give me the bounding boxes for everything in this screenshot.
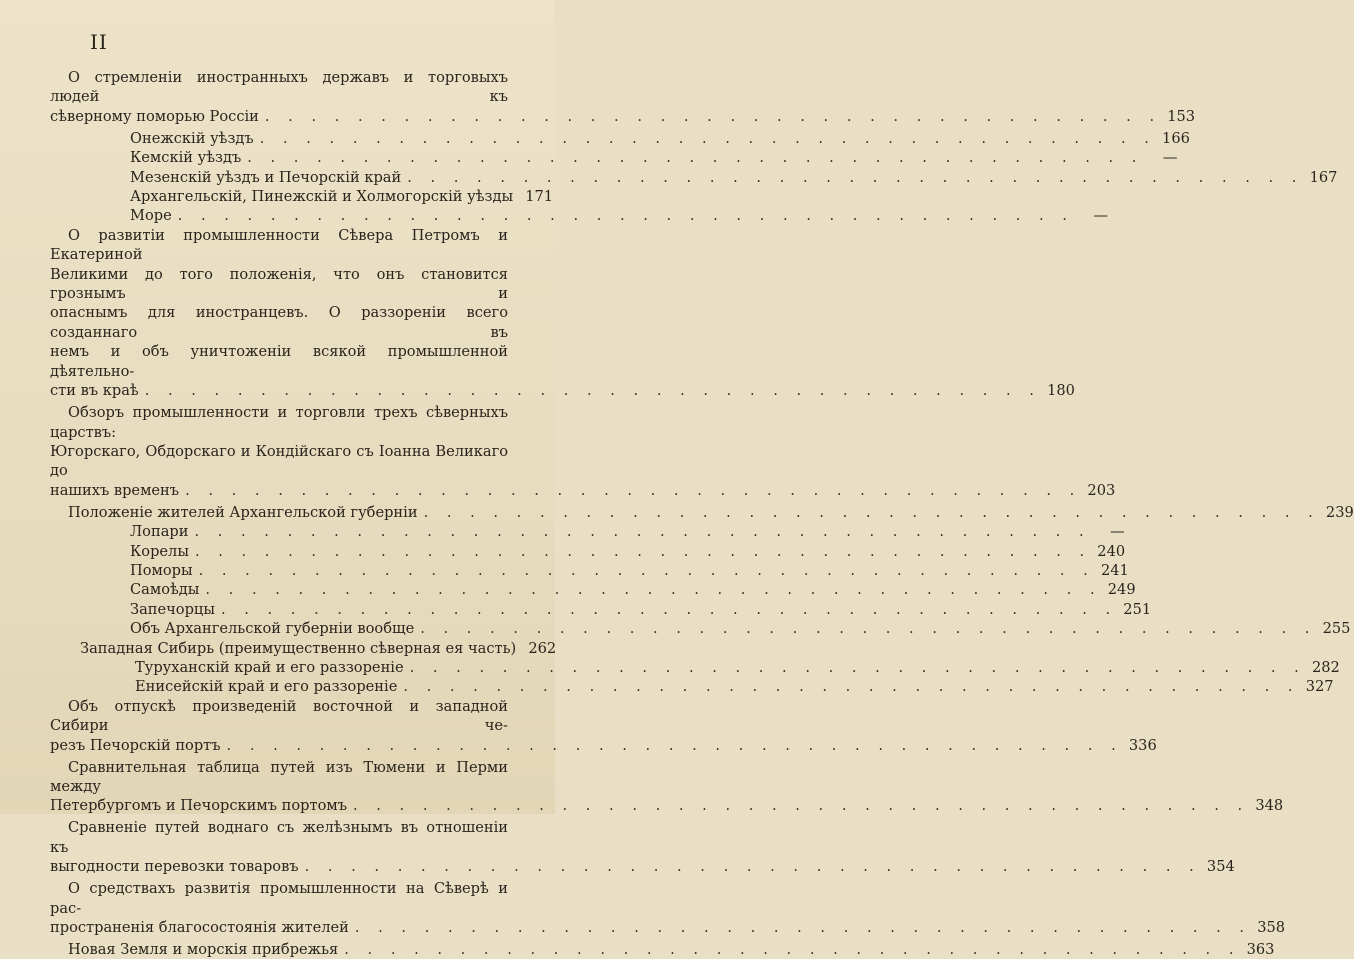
toc-entry-last-line: [50, 481, 1116, 500]
toc-entry-page: 336: [1128, 736, 1157, 754]
dot-leader: . . . . . . . . . . . . . . . . . . . . . . . . . . . . . . . . . . . . . . .: [220, 600, 1118, 618]
toc-entry: [50, 226, 1075, 401]
toc-entry-line: Обзоръ промышленности и торговли трехъ сѣверныхъ царствъ:: [50, 404, 508, 441]
toc-entry-title: Енисейскій край и его раззореніе: [135, 678, 398, 696]
toc-entry-page: 249: [1107, 581, 1136, 599]
toc-entry-line: Югорскаго, Обдорскаго и Кондійскаго съ Іоанна Великаго до: [50, 442, 508, 480]
dot-leader: . . . . . . . . . . . . . . . . . . . . . . . . . . . . . . . . . . . . . . .: [198, 561, 1095, 579]
toc-entry-title: Запечорцы: [130, 600, 215, 618]
toc-entry: [50, 561, 1129, 580]
toc-entry-title: сѣверному поморью Россіи: [50, 107, 259, 125]
toc-entry-title: Новая Земля и морскія прибрежья: [68, 941, 339, 959]
dot-leader: . . . . . . . . . . . . . . . . . . . . . . . . . . . . . . . . . . . . . . .: [264, 107, 1162, 125]
toc-entry: [50, 148, 1178, 167]
dot-leader: . . . . . . . . . . . . . . . . . . . . . . . . . . . . . . . . . . . . . . .: [194, 542, 1092, 560]
toc-entry-last-line: [50, 503, 1354, 522]
toc-entry-title: сти въ краѣ: [50, 382, 139, 400]
toc-entry-title: Море: [130, 207, 172, 225]
toc-entry: [50, 503, 1354, 522]
toc-entry: [50, 600, 1152, 619]
toc-entry-last-line: [50, 600, 1152, 619]
toc-entry-last-line: [50, 206, 1108, 225]
toc-entry-title: Западная Сибирь (преимущественно сѣверная ея часть): [80, 639, 517, 657]
toc-entry-line: О развитіи промышленности Сѣвера Петромъ и Екатериной: [50, 226, 508, 264]
toc-entry-last-line: [50, 580, 1136, 599]
toc-entry-title: выгодности перевозки товаровъ: [50, 858, 299, 876]
toc-entry-last-line: [50, 148, 1178, 167]
toc-entry-last-line: [50, 381, 1075, 400]
toc-entry-last-line: [50, 107, 1196, 126]
toc-entry-page: 327: [1305, 678, 1334, 696]
toc-entry-line: немъ и объ уничтоженіи всякой промышленной дѣятельно-: [50, 343, 508, 380]
dot-leader: . . . . . . . . . . . . . . . . . . . . . . . . . . . . . . . . . . . . . . .: [344, 941, 1241, 959]
dot-leader: . . . . . . . . . . . . . . . . . . . . . . . . . . . . . . . . . . . . . . .: [185, 481, 1082, 499]
toc-entry: [50, 403, 1116, 500]
toc-entry-page: —: [1093, 207, 1108, 225]
toc-entry-title: Поморы: [130, 561, 193, 579]
dot-leader: . . . . . . . . . . . . . . . . . . . . . . . . . . . . . . . . . . . . . . .: [354, 919, 1252, 937]
toc-entry-page: 282: [1311, 658, 1340, 676]
toc-entry-last-line: [50, 542, 1126, 561]
toc-entry-page: 354: [1206, 858, 1235, 876]
toc-entry-page: 239: [1325, 503, 1354, 521]
toc-entry-page: 358: [1257, 919, 1286, 937]
toc-entry: [50, 542, 1126, 561]
toc-entry-last-line: [50, 129, 1190, 148]
toc-entry-line: Великими до того положенія, что онъ становится грознымъ и: [50, 265, 508, 303]
toc-entry-title: Лопари: [130, 523, 189, 541]
toc-entry-last-line: [50, 168, 1338, 187]
toc-entry-line: опаснымъ для иностранцевъ. О раззореніи всего созданнаго въ: [50, 304, 508, 341]
toc-entry-line: О средствахъ развитія промышленности на Сѣверѣ и рас-: [50, 880, 508, 917]
toc-entry: [50, 129, 1190, 148]
toc-entry: [50, 522, 1125, 541]
toc-entry: [50, 639, 557, 658]
toc-entry-title: Кемскій уѣздъ: [130, 149, 242, 167]
toc-entry: [50, 879, 1286, 937]
toc-entry-title: Объ Архангельской губерніи вообще: [130, 620, 415, 638]
dot-leader: . . . . . . . . . . . . . . . . . . . . . . . . . . . . . . . . . . . . . . .: [194, 523, 1091, 541]
toc-entry-line: Сравненіе путей воднаго съ желѣзнымъ въ отношеніи къ: [50, 819, 508, 856]
toc-entry-last-line: [50, 619, 1351, 638]
toc-entry: [50, 818, 1235, 876]
toc-entry: [50, 168, 1338, 187]
table-of-contents: [50, 68, 1354, 959]
toc-entry-page: 153: [1167, 107, 1196, 125]
toc-entry-last-line: [50, 736, 1157, 755]
toc-entry-page: —: [1162, 149, 1178, 167]
dot-leader: . . . . . . . . . . . . . . . . . . . . . . . . . . . . . . . . . . . . . . .: [409, 658, 1306, 676]
dot-leader: . . . . . . . . . . . . . . . . . . . . . . . . . . . . . . . . . . . . . . .: [226, 736, 1123, 754]
toc-entry-page: 348: [1255, 797, 1284, 815]
toc-entry-title: пространенія благосостоянія жителей: [50, 919, 349, 937]
toc-entry-title: Туруханскій край и его раззореніе: [135, 658, 404, 676]
toc-entry-page: 363: [1246, 941, 1275, 959]
toc-entry-page: 240: [1097, 542, 1126, 560]
toc-entry-page: 241: [1100, 561, 1129, 579]
toc-entry: [50, 68, 1196, 126]
toc-entry-last-line: [50, 561, 1129, 580]
toc-entry-title: нашихъ временъ: [50, 481, 180, 499]
toc-entry: [50, 658, 1340, 677]
toc-entry: [50, 580, 1136, 599]
dot-leader: . . . . . . . . . . . . . . . . . . . . . . . . . . . . . . . . . . . . . . .: [177, 207, 1074, 225]
toc-entry-last-line: [50, 677, 1334, 696]
page-number: II: [90, 30, 108, 54]
dot-leader: . . . . . . . . . . . . . . . . . . . . . . . . . . . . . . . . . . . . . . .: [353, 797, 1250, 815]
toc-entry-page: 171: [525, 188, 554, 206]
toc-entry-title: Мезенскій уѣздъ и Печорскій край: [130, 168, 402, 186]
toc-entry-line: Объ отпускѣ произведеній восточной и западной Сибири че-: [50, 697, 508, 735]
toc-entry-title: резъ Печорскій портъ: [50, 736, 221, 754]
toc-entry-last-line: [50, 918, 1286, 937]
dot-leader: . . . . . . . . . . . . . . . . . . . . . . . . . . . . . . . . . . . . . . .: [423, 503, 1320, 521]
toc-entry-last-line: [50, 658, 1340, 677]
toc-entry: [50, 677, 1334, 696]
toc-entry-page: 167: [1309, 168, 1338, 186]
dot-leader: . . . . . . . . . . . . . . . . . . . . . . . . . . . . . . . . . . . . . . .: [403, 678, 1300, 696]
toc-entry-title: Самоѣды: [130, 581, 200, 599]
toc-entry-page: 166: [1162, 129, 1190, 147]
toc-entry-page: 180: [1047, 382, 1075, 400]
toc-entry-page: 203: [1087, 481, 1116, 499]
toc-entry-last-line: [50, 796, 1284, 815]
dot-leader: . . . . . . . . . . . . . . . . . . . . . . . . . . . . . . . . . . . . . . .: [144, 382, 1041, 400]
dot-leader: . . . . . . . . . . . . . . . . . . . . . . . . . . . . . . . . . . . . . . .: [205, 581, 1102, 599]
toc-entry-line: О стремленіи иностранныхъ державъ и торговыхъ людей къ: [50, 69, 508, 106]
toc-entry-title: Архангельскій, Пинежскій и Холмогорскій уѣзды: [130, 188, 514, 206]
toc-entry-last-line: [50, 522, 1125, 541]
toc-entry-title: Положеніе жителей Архангельской губерніи: [68, 503, 418, 521]
toc-entry: [50, 187, 554, 206]
toc-entry-last-line: [50, 857, 1235, 876]
toc-entry: [50, 206, 1108, 225]
toc-entry-page: 251: [1123, 600, 1152, 618]
dot-leader: . . . . . . . . . . . . . . . . . . . . . . . . . . . . . . . . . . . . . . .: [259, 129, 1156, 147]
dot-leader: . . . . . . . . . . . . . . . . . . . . . . . . . . . . . . . . . . . . . . .: [247, 149, 1144, 167]
toc-entry-title: Онежскій уѣздъ: [130, 129, 254, 147]
dot-leader: . . . . . . . . . . . . . . . . . . . . . . . . . . . . . . . . . . . . . . .: [420, 620, 1317, 638]
toc-entry: [50, 758, 1284, 816]
dot-leader: . . . . . . . . . . . . . . . . . . . . . . . . . . . . . . . . . . . . . . .: [407, 168, 1304, 186]
toc-entry-page: 255: [1322, 620, 1351, 638]
toc-entry-line: Сравнительная таблица путей изъ Тюмени и Перми между: [50, 758, 508, 795]
dot-leader: . . . . . . . . . . . . . . . . . . . . . . . . . . . . . . . . . . . . . . .: [304, 858, 1201, 876]
toc-entry-last-line: [50, 639, 557, 658]
toc-entry-last-line: [50, 940, 1275, 959]
toc-entry-title: Петербургомъ и Печорскимъ портомъ: [50, 797, 347, 815]
toc-entry: [50, 619, 1351, 638]
toc-entry: [50, 940, 1275, 959]
toc-entry-last-line: [50, 187, 554, 206]
toc-entry-title: Корелы: [130, 542, 189, 560]
toc-entry-page: —: [1110, 523, 1125, 541]
toc-entry: [50, 697, 1157, 755]
toc-entry-page: 262: [528, 639, 557, 657]
